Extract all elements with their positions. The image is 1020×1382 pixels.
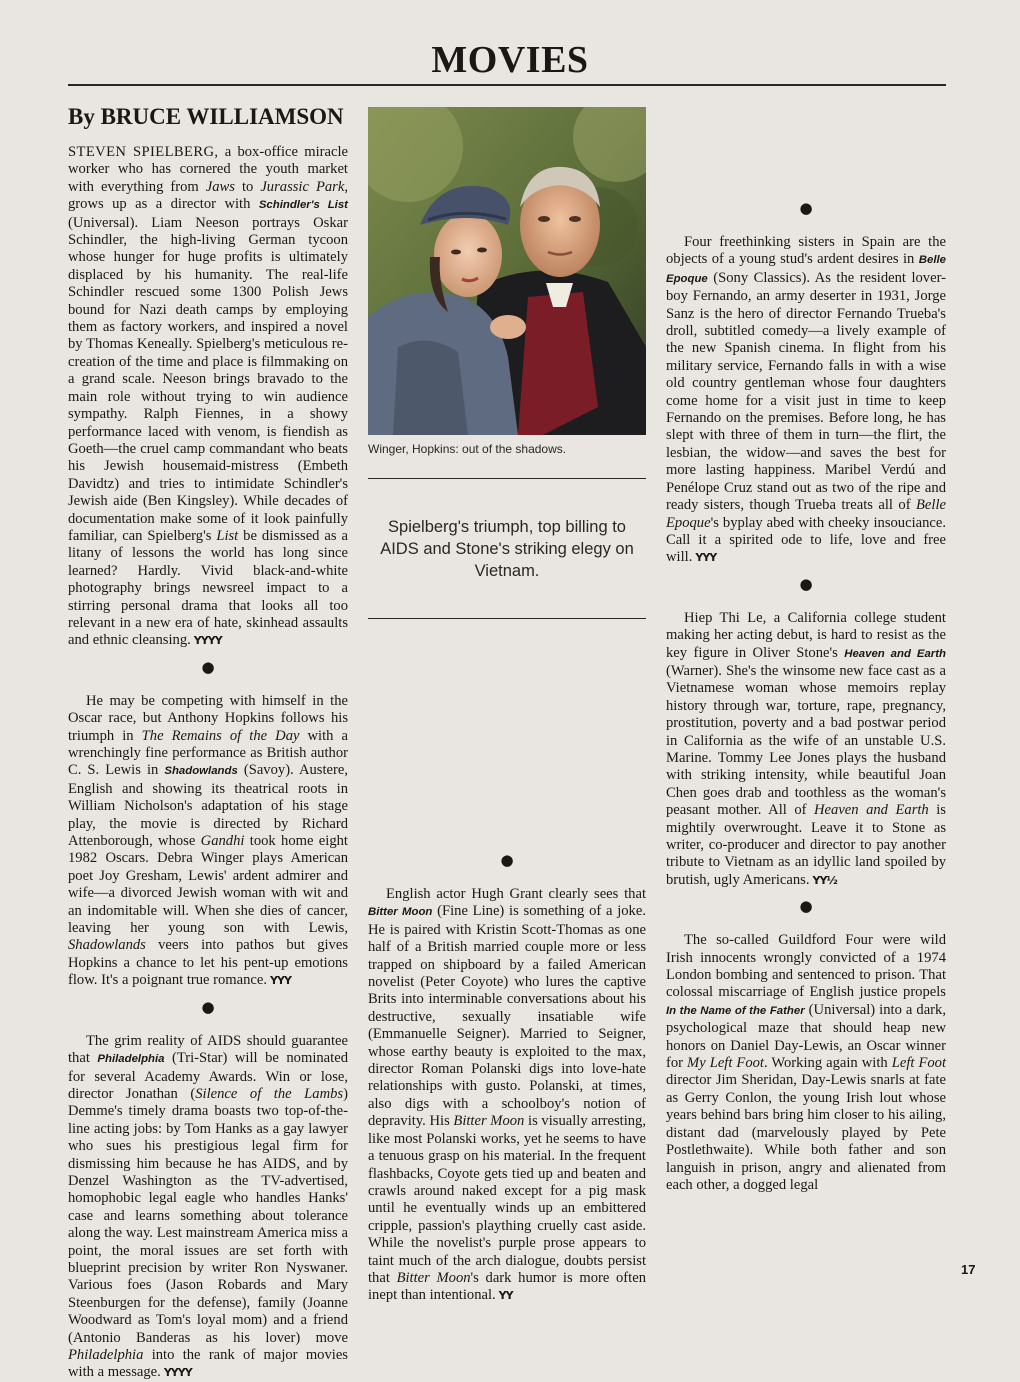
film-title-italic: Bitter Moon bbox=[396, 1269, 471, 1286]
body-text: (Warner). She's the winsome new face cast as a Vietnamese woman whose memoirs replay history through war, torture, rape, pregnancy, prostitution, poverty and a bad postwar period in California as the wife of an unstable U.S. Marine. Tommy Lee Jones plays the husband with striking intensity, while beautiful Joan Chen goes drab and toothless as the woman's peasant mother. All of bbox=[666, 662, 946, 819]
pullquote-rule-top bbox=[368, 478, 646, 479]
body-text: (Tri-Star) will be nominated for several Academy Awards. Win or lose, director Jonathan ( bbox=[68, 1050, 348, 1102]
body-text: . Working again with bbox=[764, 1055, 892, 1072]
film-title: Bitter Moon bbox=[368, 906, 433, 919]
body-text: , grows up as a director with bbox=[68, 178, 348, 213]
film-title-italic: Gandhi bbox=[200, 833, 245, 850]
photo-caption: Winger, Hopkins: out of the shadows. bbox=[368, 442, 567, 456]
body-text: into the rank of major movies with a message. bbox=[68, 1347, 348, 1381]
section-bullet: ● bbox=[799, 574, 813, 593]
film-title-italic: Left Foot bbox=[891, 1055, 947, 1072]
body-text: The so-called Guildford Four were wild Irish innocents wrongly convicted of a 1974 London bombing and sentenced to prison. That colossal miscarriage of English justice propels bbox=[666, 932, 946, 1001]
header-rule bbox=[68, 84, 946, 86]
body-text: English actor Hugh Grant clearly sees that bbox=[386, 886, 646, 902]
film-title-italic: Philadelphia bbox=[68, 1347, 144, 1363]
review-shadowlands bbox=[68, 693, 348, 990]
rating-symbol: YYY bbox=[270, 974, 291, 988]
body-text: Four freethinking sisters in Spain are the objects of a young stud's ardent desires in bbox=[666, 234, 946, 268]
film-title-italic: List bbox=[216, 527, 239, 544]
film-title-italic: Heaven and Earth bbox=[814, 802, 929, 819]
article-column-2 bbox=[368, 636, 646, 1305]
section-bullet: ● bbox=[201, 657, 215, 676]
review-heaven-and-earth bbox=[666, 610, 946, 890]
film-title-italic: Belle Epoque bbox=[666, 497, 946, 531]
pull-quote: Spielberg's triumph, top billing to AIDS and Stone's striking elegy on Vietnam. bbox=[380, 518, 634, 580]
body-text: (Universal) into a dark, psychological maze that should heap new honors on Daniel Day-Lewis, an Oscar winner for bbox=[666, 1001, 946, 1072]
body-text: veers into pathos but gives Hopkins a chance to let his pent-up emotions flow. It's a poignant true romance. bbox=[68, 937, 348, 989]
body-text: (Sony Classics). As the resident lover-boy Fernando, an army deserter in 1931, Jorge Sanz is the hero of director Fernando Trueba's droll, subtitled comedy—a lively example of the new Spanish cinema. In flight from his military service, Fernando falls in with a wise old country gentleman whose four daughters come home for a visit just in time to keep Fernando on the premises. Before long, he has slept with three of them in turn—the flirt, the lesbian, the widow—and saves the best for more lasting happiness. Maribel Verdú and Penélope Cruz stand out as two of the ripe and ready sisters, though Trueba treats all of bbox=[666, 269, 946, 514]
film-title-italic: My Left Foot bbox=[687, 1055, 764, 1072]
review-in-the-name-of-the-father bbox=[666, 932, 946, 1194]
body-text: Hiep Thi Le, a California college student making her acting debut, is hard to resist as the key figure in Oliver Stone's bbox=[666, 609, 946, 661]
body-text: is visually arresting, like most Polanski works, yet he seems to have a tenuous grasp on his material. In the frequent flashbacks, Coyote gets tied up and beaten and crawls around naked except for a pig mask until he eventually winds up an embittered cripple, passion's plaything cruelly cast aside. While the novelist's purple prose appears to taint much of the arch dialogue, doubts persist that bbox=[368, 1113, 646, 1286]
body-text: with a wrenchingly fine performance as British author C. S. Lewis in bbox=[68, 727, 348, 779]
pullquote-rule-bottom bbox=[368, 618, 646, 619]
body-text: The grim reality of AIDS should guarantee that bbox=[68, 1032, 348, 1067]
film-still-illustration bbox=[368, 107, 646, 435]
section-bullet: ● bbox=[500, 851, 514, 869]
article-column-3 bbox=[666, 100, 946, 1194]
lead-in: STEVEN SPIELBERG, bbox=[68, 144, 219, 160]
body-text: took home eight 1982 Oscars. Debra Winger plays American poet Joy Gresham, Lewis' ardent admirer and wife—a divorced Jewish woman with wit and an indomitable will. When she dies of cancer, leaving her young son with Lewis, bbox=[68, 833, 348, 937]
rating-symbol: YY bbox=[498, 1289, 513, 1303]
review-belle-epoque bbox=[666, 234, 946, 567]
film-title: Philadelphia bbox=[97, 1053, 165, 1066]
body-text: (Fine Line) is something of a joke. He is paired with Kristin Scott-Thomas as one half of a British married couple more or less trapped on shipboard by a failed American novelist (Peter Coyote) who lures the captive Brits into interminable conversations about his destructive, sexually insatiable wife (Emmanuelle Seigner). Married to Seigner, whose earthy beauty is exploited to the max, director Roman Polanski digs into love-hate relationships with gusto. Polanski, at times, also digs with a schoolboy's notion of depravity. His bbox=[368, 903, 646, 1130]
section-bullet: ● bbox=[201, 997, 215, 1016]
body-text: to bbox=[234, 178, 261, 195]
film-still-photo bbox=[368, 107, 646, 435]
page-number: 17 bbox=[961, 1262, 976, 1277]
film-title: Belle Epoque bbox=[666, 254, 946, 285]
film-title: Heaven and Earth bbox=[844, 647, 946, 660]
review-philadelphia-part1 bbox=[68, 1033, 348, 1382]
film-title: In the Name of the Father bbox=[666, 1004, 805, 1017]
film-title-italic: The Remains of the Day bbox=[141, 727, 300, 744]
body-text: ) Demme's timely drama boasts two top-of-the-line acting jobs: by Tom Hanks as a gay lawyer who sues his prestigious legal firm for dismissing him because he has AIDS, and by Denzel Washington as the TV-advertised, homophobic legal eagle who handles Hanks' case and learns something about tolerance along the way. Lest mainstream America miss a point, the moral issues are set forth with blueprint precision by writer Ron Nyswaner. Various foes (Jason Robards and Mary Steenburgen for the defense), family (Joanne Woodward as Tom's loyal mom) and a friend (Antonio Banderas as his lover) move bbox=[68, 1085, 348, 1346]
film-title: Schindler's List bbox=[258, 199, 348, 212]
body-text: (Savoy). Austere, English and showing its theatrical roots in William Nicholson's adaptation of his stage play, the movie is directed by Richard Attenborough, whose bbox=[68, 762, 348, 850]
body-text: is mightily overwrought. Leave it to Stone as writer, co-producer and director to pay another tribute to Vietnam as an idyllic land spoiled by brutish, ugly Americans. bbox=[666, 802, 946, 888]
body-text: 's byplay abed with cheeky insouciance. Call it a spirited ode to life, love and free will. bbox=[666, 514, 946, 566]
article-column-1 bbox=[68, 100, 348, 1382]
film-title-italic: Jaws bbox=[205, 178, 235, 195]
byline: By BRUCE WILLIAMSON bbox=[68, 104, 344, 129]
body-text: be dismissed as a litany of lessons the world has long since learned? Hardly. Vivid black-and-white photography brings newsreel impact to a stirring personal drama that looks all too relevant in a new era of hate, skinhead assaults and ethnic cleansing. bbox=[68, 527, 348, 649]
film-title: Shadowlands bbox=[164, 765, 238, 778]
section-title: MOVIES bbox=[431, 39, 589, 81]
rating-symbol: YYY bbox=[695, 551, 717, 565]
film-title-italic: Shadowlands bbox=[68, 937, 146, 954]
section-bullet: ● bbox=[799, 897, 813, 916]
body-text: (Universal). Liam Neeson portrays Oskar Schindler, the high-living German tycoon whose hunger for huge profits is ultimately displaced by his humanity. The real-life Schindler rescued some 1300 Polish Jews bound for Nazi death camps by employing them as factory workers, and inspired a novel by Thomas Keneally. Spielberg's meticulous re-creation of the time and place is filmmaking on a grand scale. Neeson brings bravado to the main role without trying to win audience sympathy. Ralph Fiennes, in a showy performance laced with venom, is fiendish as Goeth—the cruel camp commandant who beats his Jewish housemaid-mistress (Embeth Davidtz) and tries to intimidate Schindler's Jewish aide (Ben Kingsley). While decades of documentation make some of it look painfully familiar, can Spielberg's bbox=[68, 214, 348, 544]
film-title-italic: Bitter Moon bbox=[453, 1113, 525, 1130]
body-text: 's dark humor is more often inept than intentional. bbox=[368, 1269, 646, 1304]
review-bitter-moon bbox=[368, 886, 646, 1305]
rating-symbol: YYYY bbox=[193, 634, 222, 648]
film-title-italic: Silence of the Lambs bbox=[195, 1085, 344, 1102]
rating-symbol: YYYY bbox=[163, 1366, 192, 1380]
review-schindlers-list bbox=[68, 144, 348, 650]
body-text: director Jim Sheridan, Day-Lewis snarls at fate as Gerry Conlon, the young Irish lout whose years behind bars bring him closer to his ailing, distant dad (marvelously played by Pete Postlethwaite). While both father and son languish in prison, angry and alienated from each other, a dogged legal bbox=[666, 1072, 946, 1193]
section-bullet: ● bbox=[799, 199, 813, 217]
rating-symbol: YY½ bbox=[812, 873, 837, 887]
body-text: He may be competing with himself in the Oscar race, but Anthony Hopkins follows his triumph in bbox=[68, 692, 348, 744]
body-text: a box-office miracle worker who has cornered the youth market with everything from bbox=[68, 144, 348, 195]
film-title-italic: Jurassic Park bbox=[260, 178, 345, 195]
